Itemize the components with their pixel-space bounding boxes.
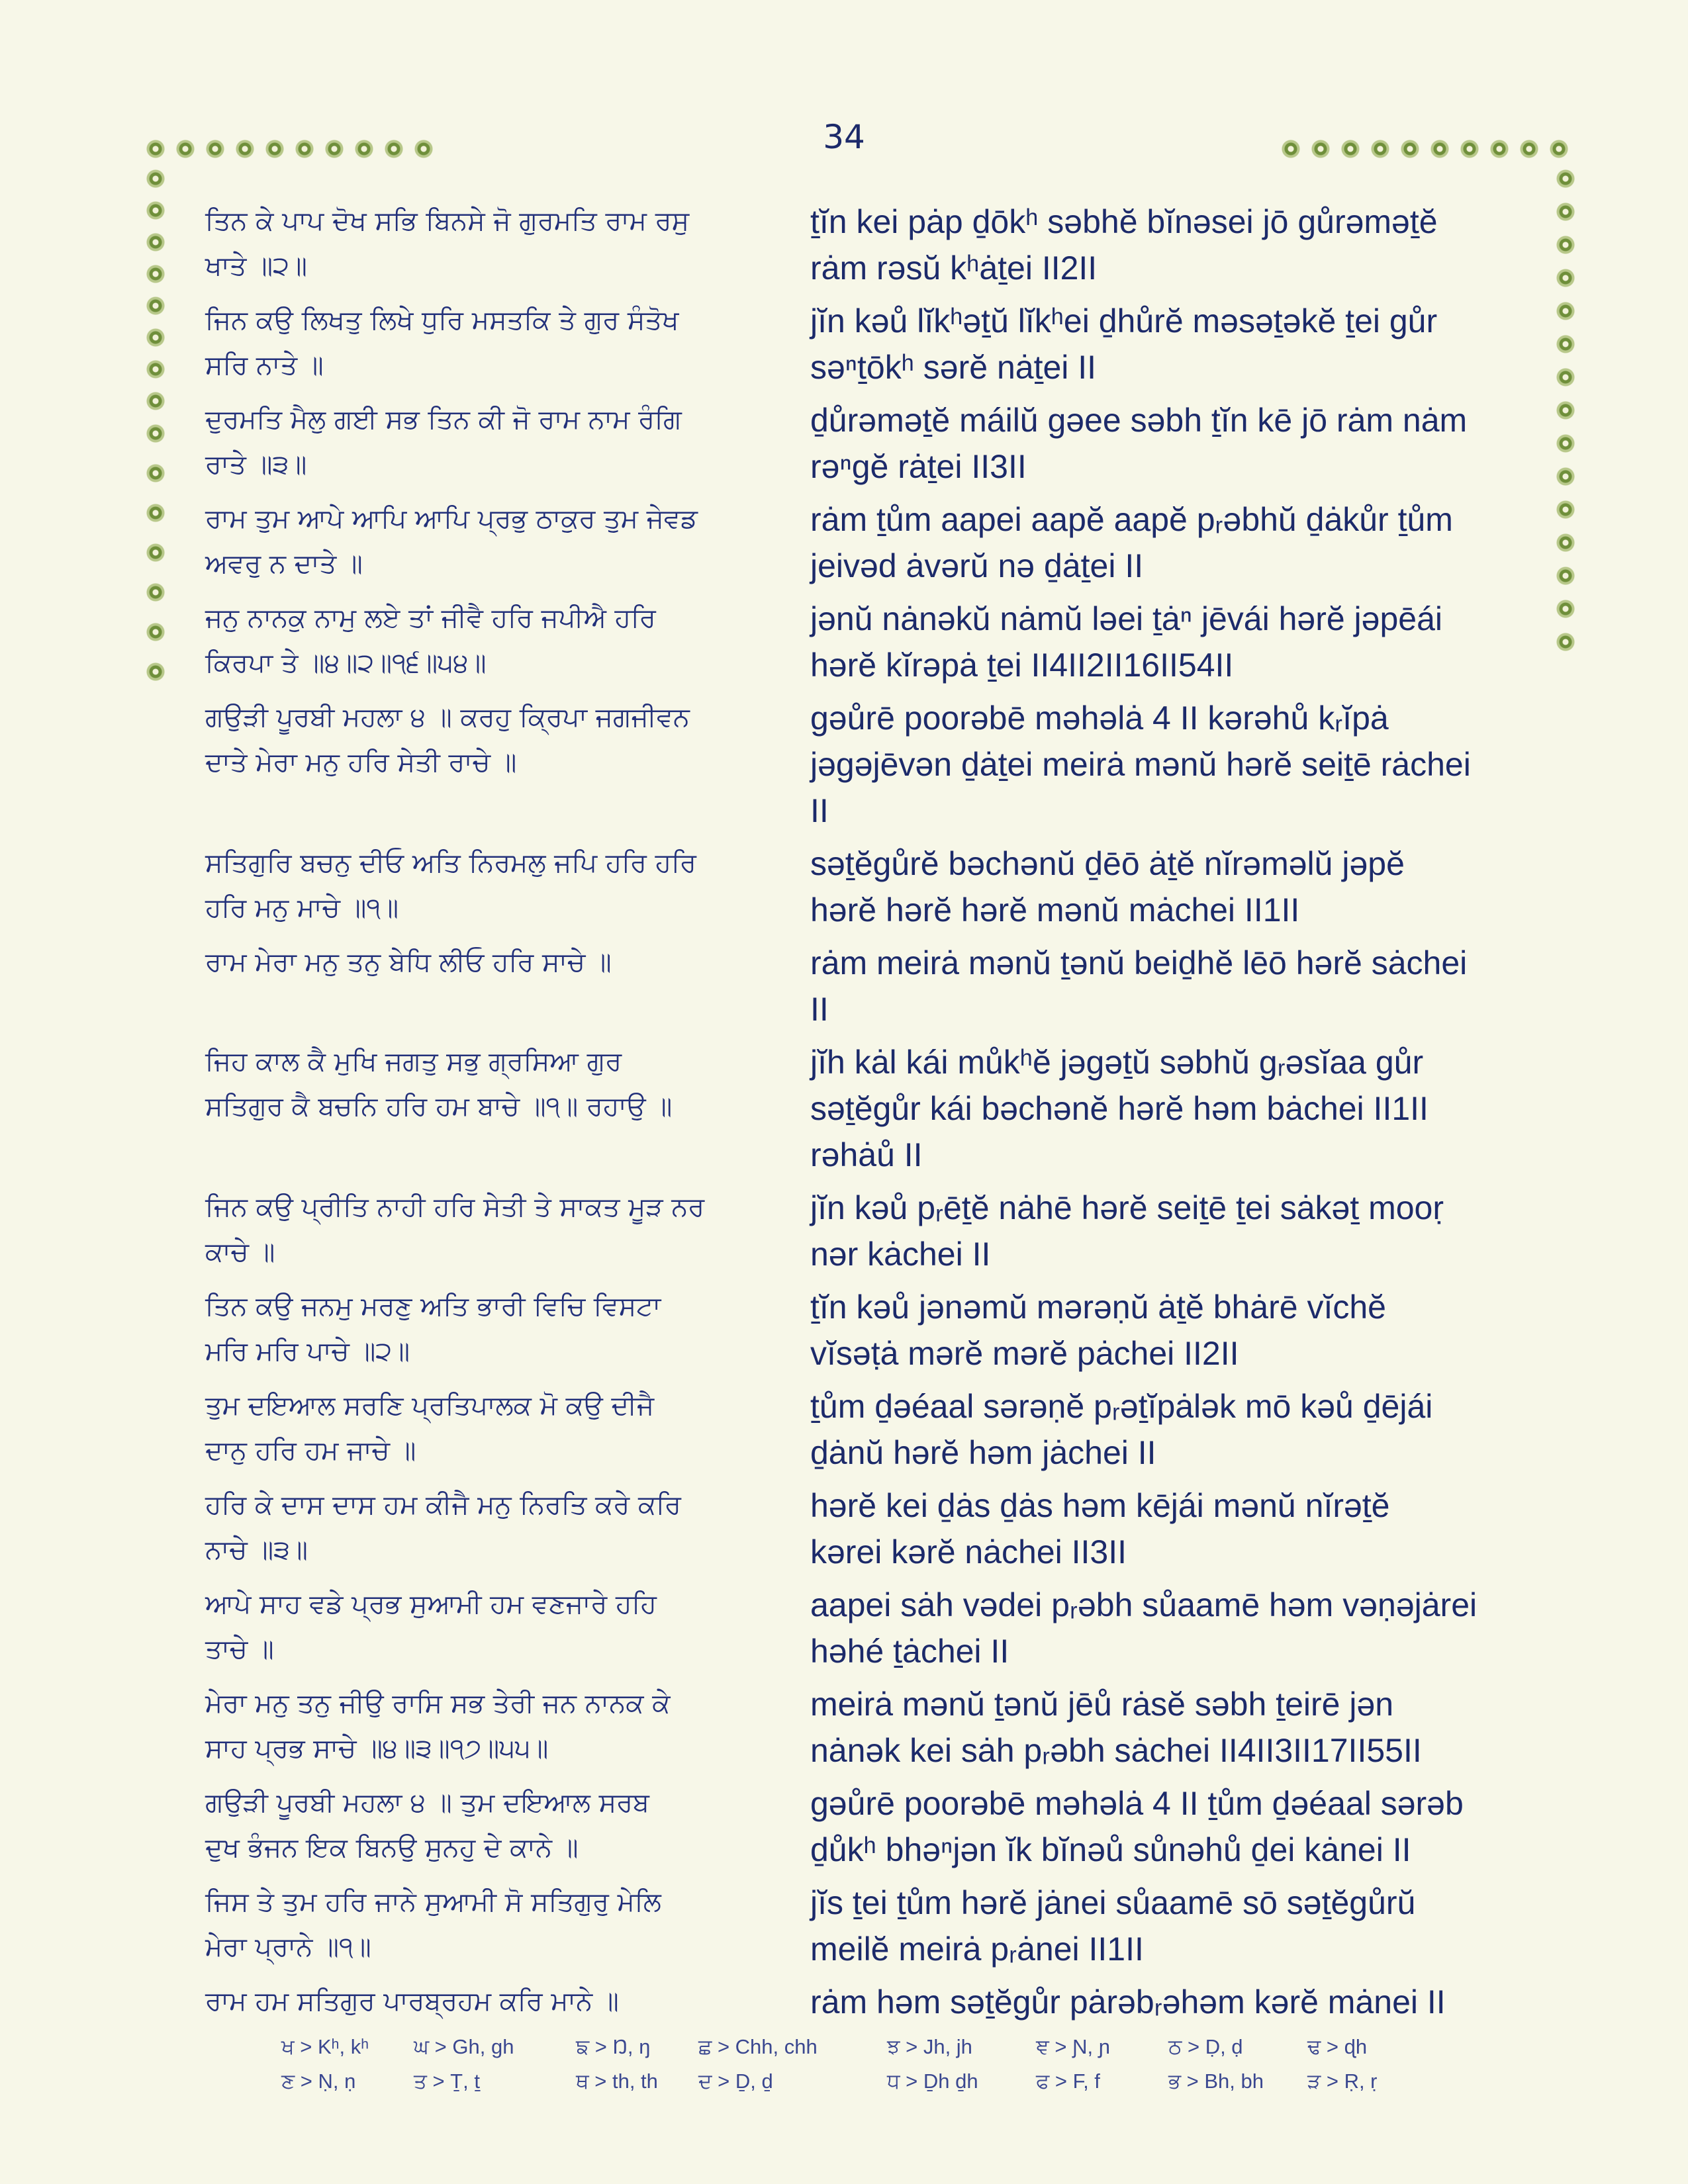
flower-ornament-icon: [175, 139, 195, 159]
flower-ornament-icon: [146, 264, 165, 284]
transliteration-text: ḏůrəməṯĕ máilŭ gəee səbh ṯĭn kē jō rȧm nȧm rəⁿgĕ rȧṯei II3II: [810, 402, 1468, 485]
gurmukhi-text: ਜਿਨ ਕਉ ਪ੍ਰੀਤਿ ਨਾਹੀ ਹਰਿ ਸੇਤੀ ਤੇ ਸਾਕਤ ਮੂੜ ਨਰ ਕਾਚੇ ॥: [205, 1192, 705, 1267]
transliteration-text: ṯům ḏəéaal sərəṇĕ pᵣəṯĭpȧlək mō kəů ḏējái ḏȧnŭ hərĕ həm jȧchei II: [810, 1388, 1433, 1471]
flower-ornament-icon: [384, 139, 404, 159]
gurmukhi-text: ਰਾਮ ਹਮ ਸਤਿਗੁਰ ਪਾਰਬ੍ਰਹਮ ਕਰਿ ਮਾਨੇ ॥: [205, 1986, 619, 2017]
verse-row: [205, 940, 1542, 1032]
flower-ornament-icon: [146, 201, 165, 220]
verse-row: [205, 298, 1542, 390]
gurmukhi-text: ਜਿਸ ਤੇ ਤੁਮ ਹਰਿ ਜਾਨੇ ਸੁਆਮੀ ਸੋ ਸਤਿਗੁਰੁ ਮੇਲਿ ਮੇਰਾ ਪ੍ਰਾਨੇ ॥੧॥: [205, 1887, 661, 1962]
transliteration-text: rȧm həm səṯĕgůr pȧrəbᵣəhəm kərĕ mȧnei II: [810, 1983, 1446, 2021]
gurmukhi-text: ਰਾਮ ਤੁਮ ਆਪੇ ਆਪਿ ਆਪਿ ਪ੍ਰਭੁ ਠਾਕੁਰ ਤੁਮ ਜੇਵਡ ਅਵਰੁ ਨ ਦਾਤੇ ॥: [205, 504, 698, 579]
flower-ornament-icon: [235, 139, 255, 159]
flower-ornament-icon: [146, 543, 165, 563]
gurmukhi-text: ਗਉੜੀ ਪੂਰਬੀ ਮਹਲਾ ੪ ॥ ਕਰਹੁ ਕ੍ਰਿਪਾ ਜਗਜੀਵਨ ਦਾਤੇ ਮੇਰਾ ਮਨੁ ਹਰਿ ਸੇਤੀ ਰਾਚੇ ॥: [205, 702, 690, 778]
flower-ornament-icon: [1556, 400, 1575, 420]
flower-ornament-icon: [146, 232, 165, 252]
flower-ornament-icon: [1556, 301, 1575, 321]
flower-ornament-icon: [1556, 202, 1575, 222]
gurmukhi-text: ਸਤਿਗੁਰਿ ਬਚਨੁ ਦੀਓ ਅਤਿ ਨਿਰਮਲੁ ਜਪਿ ਹਰਿ ਹਰਿ ਹਰਿ ਮਨੁ ਮਾਚੇ ॥੧॥: [205, 848, 696, 923]
transliteration-text: meirȧ mənŭ ṯənŭ jēů rȧsĕ səbh ṯeirē jən nȧnək kei sȧh pᵣəbh sȧchei II4II3II17II55II: [810, 1686, 1422, 1769]
page-number: 34: [823, 118, 865, 156]
legend-item: ਣ > Ṇ, ṇ: [281, 2070, 356, 2093]
flower-ornament-icon: [1370, 139, 1390, 159]
flower-ornament-icon: [1340, 139, 1360, 159]
legend-item: ਖ > Kʰ, kʰ: [281, 2035, 369, 2058]
flower-ornament-icon: [1519, 139, 1539, 159]
verse-row: [205, 1482, 1542, 1575]
flower-ornament-icon: [1556, 500, 1575, 520]
flower-ornament-icon: [146, 169, 165, 189]
gurmukhi-text: ਆਪੇ ਸਾਹ ਵਡੇ ਪ੍ਰਭ ਸੁਆਮੀ ਹਮ ਵਣਜਾਰੇ ਹਹਿ ਤਾਚੇ ॥: [205, 1589, 657, 1664]
flower-ornament-icon: [1400, 139, 1420, 159]
legend-item: ਛ > Chh, chh: [698, 2035, 818, 2058]
transliteration-text: gəůrē poorəbē məhəlȧ 4 II kərəhů kᵣĭpȧ jəgəjēvən ḏȧṯei meirȧ mənŭ hərĕ seiṯē rȧchei II: [810, 700, 1471, 829]
flower-ornament-icon: [146, 328, 165, 347]
flower-ornament-icon: [1460, 139, 1479, 159]
flower-ornament-icon: [1281, 139, 1301, 159]
verse-row: [205, 1039, 1542, 1178]
flower-ornament-icon: [1556, 169, 1575, 189]
verse-table: [205, 199, 1542, 2032]
verse-row: [205, 596, 1542, 688]
gurmukhi-text: ਜਿਹ ਕਾਲ ਕੈ ਮੁਖਿ ਜਗਤੁ ਸਭੁ ਗ੍ਰਸਿਆ ਗੁਰ ਸਤਿਗੁਰ ਕੈ ਬਚਨਿ ਹਰਿ ਹਮ ਬਾਚੇ ॥੧॥ ਰਹਾਉ ॥: [205, 1046, 673, 1122]
transliteration-text: aapei sȧh vədei pᵣəbh sůaamē həm vəṇəjȧrei həhé ṯȧchei II: [810, 1586, 1477, 1670]
transliteration-text: jĭn kəů lĭkʰəṯŭ lĭkʰei ḏhůrĕ məsəṯəkĕ ṯei gůr səⁿṯōkʰ sərĕ nȧṯei II: [810, 302, 1438, 386]
verse-row: [205, 1284, 1542, 1377]
gurmukhi-text: ਗਉੜੀ ਪੂਰਬੀ ਮਹਲਾ ੪ ॥ ਤੁਮ ਦਇਆਲ ਸਰਬ ਦੁਖ ਭੰਜਨ ਇਕ ਬਿਨਉ ਸੁਨਹੁ ਦੇ ਕਾਨੇ ॥: [205, 1788, 650, 1863]
flower-ornament-icon: [1556, 566, 1575, 586]
verse-row: [205, 1582, 1542, 1674]
flower-ornament-icon: [354, 139, 374, 159]
gurmukhi-text: ਤਿਨ ਕੇ ਪਾਪ ਦੋਖ ਸਭਿ ਬਿਨਸੇ ਜੋ ਗੁਰਮਤਿ ਰਾਮ ਰਸੁ ਖਾਤੇ ॥੨॥: [205, 206, 690, 281]
transliteration-text: gəůrē poorəbē məhəlȧ 4 II ṯům ḏəéaal sərəb ḏůkʰ bhəⁿjən ĭk bĭnəů sůnəhů ḏei kȧnei II: [810, 1785, 1464, 1868]
flower-ornament-icon: [146, 139, 165, 159]
flower-ornament-icon: [1556, 599, 1575, 619]
verse-row: [205, 1780, 1542, 1873]
legend-row: [281, 2035, 1473, 2070]
legend-item: ਦ > Ḏ, ḏ: [698, 2070, 773, 2093]
flower-ornament-icon: [205, 139, 225, 159]
flower-ornament-icon: [265, 139, 285, 159]
legend-item: ਘ > Gh, gh: [414, 2035, 514, 2058]
legend-item: ਢ > ɖh: [1307, 2035, 1368, 2058]
verse-row: [205, 1681, 1542, 1774]
flower-ornament-icon: [146, 391, 165, 411]
verse-row: [205, 841, 1542, 933]
verse-row: [205, 1185, 1542, 1277]
transliteration-text: jĭn kəů pᵣēṯĕ nȧhē hərĕ seiṯē ṯei sȧkəṯ mooṛ nər kȧchei II: [810, 1189, 1444, 1273]
flower-ornament-icon: [146, 503, 165, 523]
transliteration-text: jĭs ṯei ṯům hərĕ jȧnei sůaamē sō səṯĕgůrŭ meilĕ meirȧ pᵣȧnei II1II: [810, 1884, 1416, 1968]
flower-ornament-icon: [1556, 268, 1575, 288]
verse-row: [205, 1383, 1542, 1476]
flower-ornament-icon: [414, 139, 434, 159]
gurmukhi-text: ਰਾਮ ਮੇਰਾ ਮਨੁ ਤਨੁ ਬੇਧਿ ਲੀਓ ਹਰਿ ਸਾਚੇ ॥: [205, 947, 612, 978]
transliteration-text: hərĕ kei ḏȧs ḏȧs həm kējái mənŭ nĭrəṯĕ kərei kərĕ nȧchei II3II: [810, 1487, 1390, 1570]
gurmukhi-text: ਤਿਨ ਕਉ ਜਨਮੁ ਮਰਣੁ ਅਤਿ ਭਾਰੀ ਵਿਚਿ ਵਿਸਟਾ ਮਰਿ ਮਰਿ ਪਾਚੇ ॥੨॥: [205, 1291, 661, 1367]
transliteration-text: rȧm ṯům aapei aapĕ aapĕ pᵣəbhŭ ḏȧkůr ṯům jeivəd ȧvərŭ nə ḏȧṯei II: [810, 501, 1453, 584]
gurmukhi-text: ਦੁਰਮਤਿ ਮੈਲੁ ਗਈ ਸਭ ਤਿਨ ਕੀ ਜੋ ਰਾਮ ਨਾਮ ਰੰਗਿ ਰਾਤੇ ॥੩॥: [205, 404, 682, 480]
legend-item: ਤ > Ṯ, ṯ: [414, 2070, 480, 2093]
legend-row: [281, 2070, 1473, 2104]
transliteration-legend: [281, 2035, 1473, 2104]
gurmukhi-text: ਤੁਮ ਦਇਆਲ ਸਰਣਿ ਪ੍ਰਤਿਪਾਲਕ ਮੋ ਕਉ ਦੀਜੈ ਦਾਨੁ ਹਰਿ ਹਮ ਜਾਚੇ ॥: [205, 1390, 655, 1466]
gurmukhi-text: ਹਰਿ ਕੇ ਦਾਸ ਦਾਸ ਹਮ ਕੀਜੈ ਮਨੁ ਨਿਰਤਿ ਕਰੇ ਕਰਿ ਨਾਚੇ ॥੩॥: [205, 1490, 681, 1565]
flower-ornament-icon: [295, 139, 314, 159]
flower-ornament-icon: [1556, 632, 1575, 652]
flower-ornament-icon: [1556, 467, 1575, 486]
gurmukhi-text: ਜਨੁ ਨਾਨਕੁ ਨਾਮੁ ਲਏ ਤਾਂ ਜੀਵੈ ਹਰਿ ਜਪੀਐ ਹਰਿ ਕਿਰਪਾ ਤੇ ॥੪॥੨॥੧੬॥੫੪॥: [205, 603, 656, 678]
gurmukhi-text: ਜਿਨ ਕਉ ਲਿਖਤੁ ਲਿਖੇ ਧੁਰਿ ਮਸਤਕਿ ਤੇ ਗੁਰ ਸੰਤੋਖ ਸਰਿ ਨਾਤੇ ॥: [205, 305, 679, 381]
flower-ornament-icon: [1311, 139, 1331, 159]
transliteration-text: ṯĭn kei pȧp ḏōkʰ səbhĕ bĭnəsei jō gůrəməṯĕ rȧm rəsŭ kʰȧṯei II2II: [810, 203, 1438, 287]
flower-ornament-icon: [324, 139, 344, 159]
flower-ornament-icon: [1556, 433, 1575, 453]
legend-item: ਫ > F, f: [1036, 2070, 1100, 2093]
legend-item: ਝ > Jh, jh: [887, 2035, 972, 2058]
verse-row: [205, 1880, 1542, 1972]
transliteration-text: jənŭ nȧnəkŭ nȧmŭ ləei ṯȧⁿ jēvái hərĕ jəpēái hərĕ kĭrəpȧ ṯei II4II2II16II54II: [810, 600, 1443, 684]
legend-item: ੜ > Ṛ, ṛ: [1307, 2070, 1378, 2093]
flower-ornament-icon: [1556, 235, 1575, 255]
legend-item: ਧ > Ḏh ḏh: [887, 2070, 978, 2093]
flower-ornament-icon: [1556, 533, 1575, 553]
legend-item: ਭ > Bh, bh: [1168, 2070, 1264, 2093]
verse-row: [205, 1979, 1542, 2025]
legend-item: ਠ > Ḍ, ḍ: [1168, 2035, 1243, 2058]
transliteration-text: səṯĕgůrĕ bəchənŭ ḏēō ȧṯĕ nĭrəməlŭ jəpĕ hərĕ hərĕ hərĕ mənŭ mȧchei II1II: [810, 845, 1405, 929]
transliteration-text: rȧm meirȧ mənŭ ṯənŭ beiḏhĕ lēō hərĕ sȧchei II: [810, 944, 1468, 1028]
flower-ornament-icon: [146, 424, 165, 443]
flower-ornament-icon: [146, 662, 165, 682]
flower-ornament-icon: [146, 296, 165, 316]
flower-ornament-icon: [1489, 139, 1509, 159]
legend-item: ਙ > Ŋ, ŋ: [576, 2035, 651, 2058]
verse-row: [205, 397, 1542, 490]
gurmukhi-text: ਮੇਰਾ ਮਨੁ ਤਨੁ ਜੀਉ ਰਾਸਿ ਸਭ ਤੇਰੀ ਜਨ ਨਾਨਕ ਕੇ ਸਾਹ ਪ੍ਰਭ ਸਾਚੇ ॥੪॥੩॥੧੭॥੫੫॥: [205, 1688, 671, 1764]
transliteration-text: jĭh kȧl kái můkʰĕ jəgəṯŭ səbhŭ gᵣəsĭaa gůr səṯĕgůr kái bəchənĕ hərĕ həm bȧchei II1II rəhȧů II: [810, 1044, 1429, 1173]
flower-ornament-icon: [146, 582, 165, 602]
transliteration-text: ṯĭn kəů jənəmŭ mərəṇŭ ȧṯĕ bhȧrē vĭchĕ vĭsəṭȧ mərĕ mərĕ pȧchei II2II: [810, 1289, 1386, 1372]
flower-ornament-icon: [1556, 334, 1575, 354]
verse-row: [205, 695, 1542, 834]
legend-item: ਥ > th, th: [576, 2070, 658, 2093]
flower-ornament-icon: [146, 622, 165, 642]
flower-ornament-icon: [146, 359, 165, 379]
verse-row: [205, 496, 1542, 589]
legend-item: ਞ > Ɲ, ɲ: [1036, 2035, 1110, 2058]
flower-ornament-icon: [146, 463, 165, 483]
flower-ornament-icon: [1556, 367, 1575, 387]
flower-ornament-icon: [1430, 139, 1450, 159]
flower-ornament-icon: [1549, 139, 1569, 159]
verse-row: [205, 199, 1542, 291]
